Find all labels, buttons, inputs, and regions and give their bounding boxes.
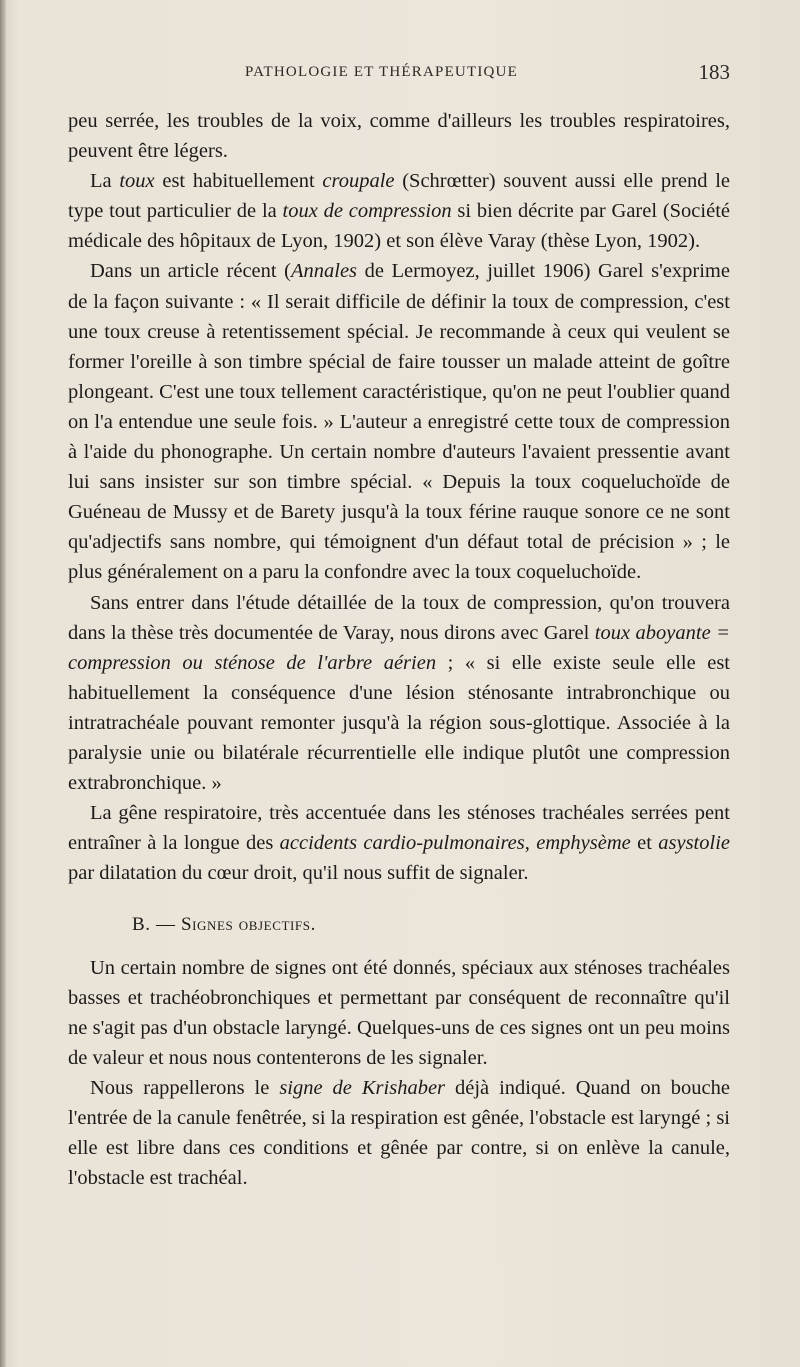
running-title: PATHOLOGIE ET THÉRAPEUTIQUE	[245, 64, 518, 80]
page-binding-edge	[0, 0, 6, 1367]
paragraph: La gêne respiratoire, très accentuée dans les sténoses trachéales serrées pent entraîner à la longue des accidents cardio-pulmonaires, emphysème et asystolie par dilatation du cœur droit, qu'il nous suffit de signaler.	[68, 802, 730, 885]
page-header	[90, 60, 730, 90]
paragraph: Un certain nombre de signes ont été donnés, spéciaux aux sténoses trachéales basses et trachéobronchiques et permettant par conséquent de reconnaître qu'il ne s'agit pas d'un obstacle laryngé. Quelques-uns de ces signes ont un peu moins de valeur et nous nous contenterons de les signaler.	[68, 956, 730, 1069]
paragraph: Sans entrer dans l'étude détaillée de la toux de compression, qu'on trouvera dans la thèse très documentée de Varay, nous dirons avec Garel toux aboyante = compression ou sténose de l'arbre aérien ; « si elle existe seule elle est habituellement la conséquence d'une lésion sténosante intrabronchique ou intratrachéale pouvant remonter jusqu'à la région sous-glottique. Associée à la paralysie unie ou bilatérale récurrentielle elle indique plutôt une compression extrabronchique. »	[68, 591, 730, 795]
paragraph: Nous rappellerons le signe de Krishaber déjà indiqué. Quand on bouche l'entrée de la canule fenêtrée, si la respiration est gênée, l'obstacle est laryngé ; si elle est libre dans ces conditions et gênée par contre, si on enlève la canule, l'obstacle est trachéal.	[68, 1076, 730, 1190]
section-heading: B. — Signes objectifs.	[132, 914, 316, 936]
body-text	[68, 106, 730, 1193]
page-number: 183	[698, 60, 730, 84]
paragraph: Dans un article récent (Annales de Lermoyez, juillet 1906) Garel s'exprime de la façon suivante : « Il serait difficile de définir la toux de compression, c'est une toux creuse à retentissement spécial. Je recommande à ceux qui veulent se former l'oreille à son timbre spécial de faire tousser un malade atteint de goître plongeant. C'est une toux tellement caractéristique, qu'on ne peut l'oublier quand on l'a entendue une seule fois. » L'auteur a enregistré cette toux de compression à l'aide du phonographe. Un certain nombre d'auteurs l'avaient pressentie avant lui sans insister sur son timbre spécial. « Depuis la toux coqueluchoïde de Guéneau de Mussy et de Barety jusqu'à la toux férine rauque sonore ce ne sont qu'adjectifs sans nombre, qui témoignent d'un défaut total de précision » ; le plus généralement on a paru la confondre avec la toux coqueluchoïde.	[68, 260, 730, 584]
paragraph: peu serrée, les troubles de la voix, comme d'ailleurs les troubles respiratoires, peuvent être légers.	[68, 110, 730, 163]
paragraph: La toux est habituellement croupale (Schrœtter) souvent aussi elle prend le type tout particulier de la toux de compression si bien décrite par Garel (Société médicale des hôpitaux de Lyon, 1902) et son élève Varay (thèse Lyon, 1902).	[68, 170, 731, 253]
